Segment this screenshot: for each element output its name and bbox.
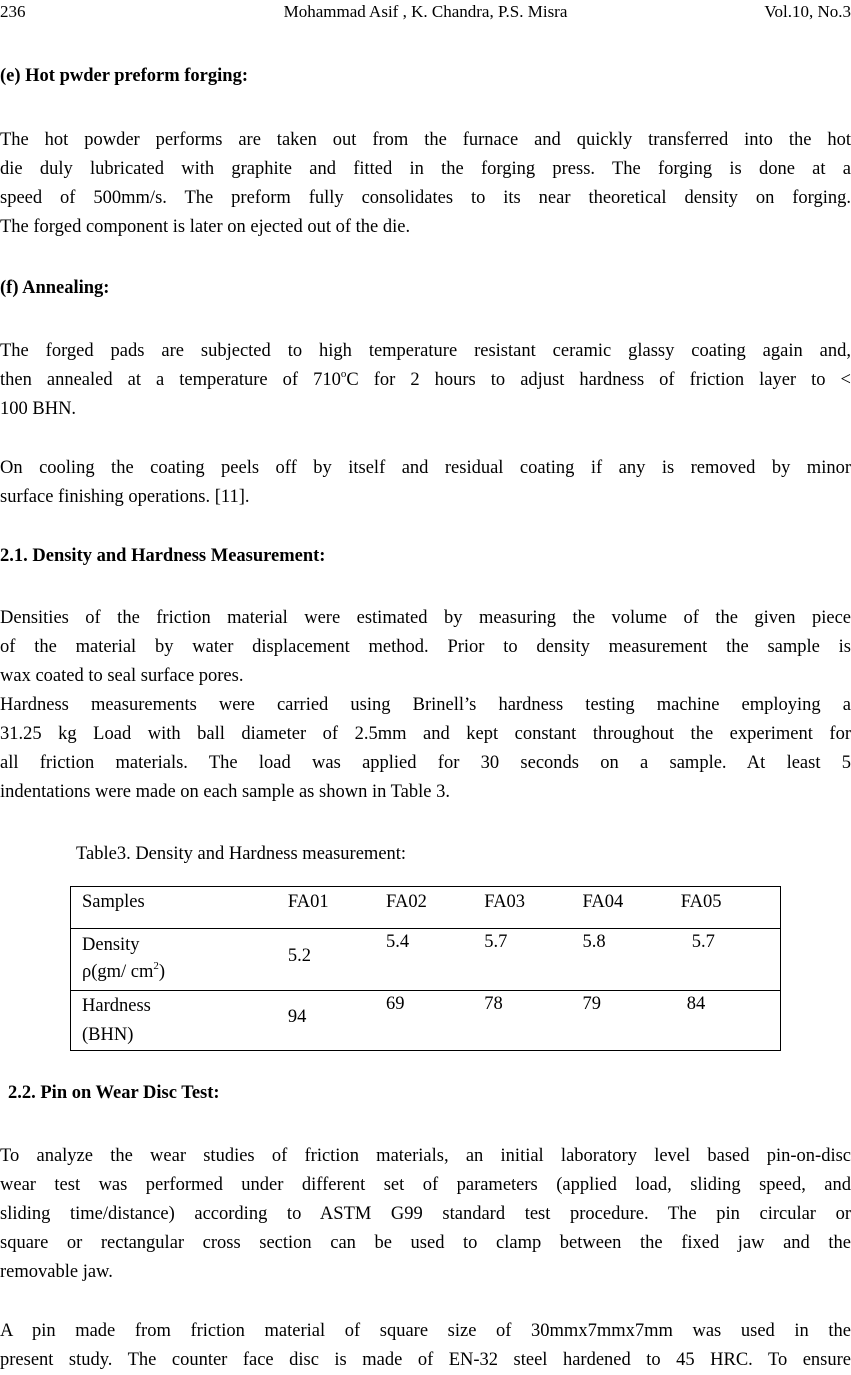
section-heading-f: (f) Annealing: — [0, 278, 110, 298]
superscript: 2 — [153, 959, 159, 972]
table-row-label — [71, 929, 288, 991]
running-header — [0, 2, 851, 26]
text-line — [0, 366, 851, 395]
text-line: A pin made from friction material of square size of 30mmx7mmx7mm was used in the — [0, 1321, 851, 1341]
text-fragment: C for 2 hours to adjust hardness of friction layer to < — [346, 370, 851, 390]
text-line: The hot powder performs are taken out from the furnace and quickly transferred into the hot — [0, 130, 851, 150]
text-line: removable jaw. — [0, 1262, 113, 1282]
text-line: Densities of the friction material were estimated by measuring the volume of the given piece — [0, 608, 851, 628]
text-line: 100 BHN. — [0, 399, 77, 419]
section-heading-2-1: 2.1. Density and Hardness Measurement: — [0, 546, 326, 566]
section-heading-2-2: 2.2. Pin on Wear Disc Test: — [8, 1083, 220, 1103]
table-header-row — [71, 887, 781, 929]
paragraph-e — [0, 126, 851, 242]
paragraph-cooling — [0, 454, 851, 512]
table-cell: 69 — [386, 991, 484, 1051]
paragraph-2-2 — [0, 1142, 851, 1287]
density-hardness-table — [70, 886, 781, 1051]
text-line: On cooling the coating peels off by itself and residual coating if any is removed by minor — [0, 458, 851, 478]
text-line: surface finishing operations. [11]. — [0, 487, 250, 507]
text-fragment: ) — [158, 962, 166, 982]
table-header-cell: FA01 — [288, 887, 386, 929]
paragraph-2-1 — [0, 604, 851, 807]
table-cell: 5.7 — [681, 929, 781, 991]
paragraph-pin — [0, 1317, 851, 1375]
table-cell: 5.8 — [583, 929, 681, 991]
text-line: wear test was performed under different set of parameters (applied load, sliding speed, and — [0, 1175, 851, 1195]
row-label-line — [82, 959, 288, 986]
table-cell: 79 — [583, 991, 681, 1051]
table-header-cell: FA03 — [484, 887, 582, 929]
table-cell: 5.2 — [288, 929, 386, 991]
row-label-line: (BHN) — [82, 1025, 134, 1045]
table-header-cell: FA05 — [681, 887, 781, 929]
text-line: of the material by water displacement method. Prior to density measurement the sample is — [0, 637, 851, 657]
row-label-line: Hardness — [82, 996, 151, 1016]
text-line: speed of 500mm/s. The preform fully consolidates to its near theoretical density on forging. — [0, 188, 851, 208]
header-volume: Vol.10, No.3 — [764, 2, 851, 21]
text-line: The forged component is later on ejected out of the die. — [0, 217, 411, 237]
row-label-line: Density — [82, 935, 140, 955]
table-cell: 5.7 — [484, 929, 582, 991]
section-heading-e: (e) Hot pwder preform forging: — [0, 66, 248, 86]
text-line: present study. The counter face disc is made of EN-32 steel hardened to 45 HRC. To ensure — [0, 1350, 851, 1370]
text-line: die duly lubricated with graphite and fitted in the forging press. The forging is done at a — [0, 159, 851, 179]
text-fragment: then annealed at a temperature of 710 — [0, 370, 341, 390]
table-cell: 5.4 — [386, 929, 484, 991]
text-line: square or rectangular cross section can be used to clamp between the fixed jaw and the — [0, 1233, 851, 1253]
table-cell: 94 — [288, 991, 386, 1051]
text-line: indentations were made on each sample as shown in Table 3. — [0, 782, 450, 802]
table-cell: 84 — [681, 991, 781, 1051]
table-header-cell: Samples — [71, 887, 288, 929]
text-line: all friction materials. The load was applied for 30 seconds on a sample. At least 5 — [0, 753, 851, 773]
text-line: sliding time/distance) according to ASTM G99 standard test procedure. The pin circular or — [0, 1204, 851, 1224]
table-row-density — [71, 929, 781, 991]
text-line: To analyze the wear studies of friction materials, an initial laboratory level based pin-on-disc — [0, 1146, 851, 1166]
page-number: 236 — [0, 2, 26, 21]
table-row-hardness — [71, 991, 781, 1051]
text-line: 31.25 kg Load with ball diameter of 2.5mm and kept constant throughout the experiment for — [0, 724, 851, 744]
table-row-label — [71, 991, 288, 1051]
text-line: The forged pads are subjected to high temperature resistant ceramic glassy coating again and, — [0, 341, 851, 361]
superscript: o — [340, 367, 347, 380]
text-fragment: ρ(gm/ cm — [82, 962, 154, 982]
table-cell: 78 — [484, 991, 582, 1051]
header-authors: Mohammad Asif , K. Chandra, P.S. Misra — [283, 2, 568, 21]
text-line: wax coated to seal surface pores. — [0, 666, 244, 686]
table-header-cell: FA04 — [583, 887, 681, 929]
paragraph-f — [0, 337, 851, 424]
table-caption: Table3. Density and Hardness measurement: — [76, 844, 407, 864]
table-header-cell: FA02 — [386, 887, 484, 929]
text-line: Hardness measurements were carried using Brinell’s hardness testing machine employing a — [0, 695, 851, 715]
